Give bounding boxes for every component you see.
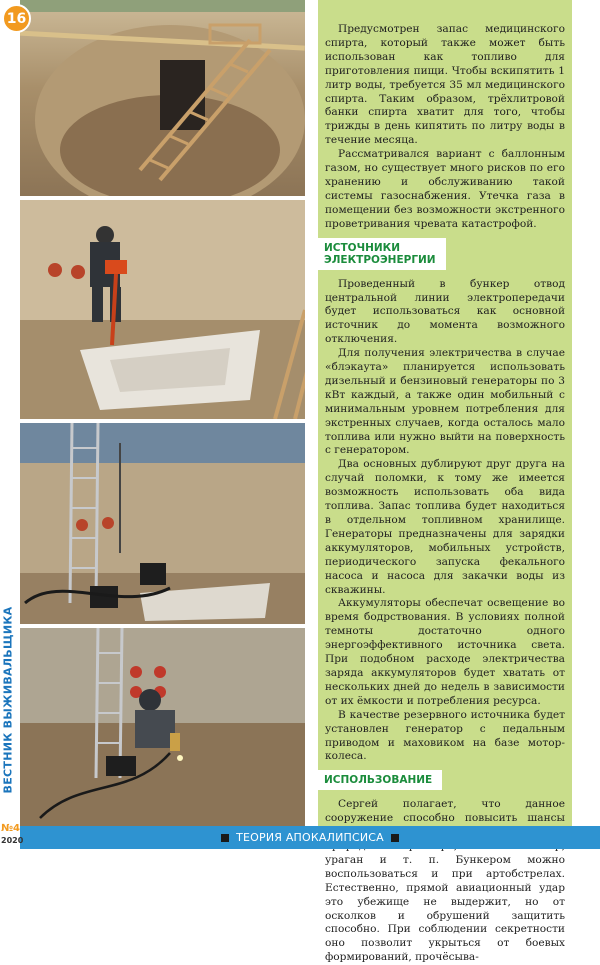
paragraph-power-2: Для получения электричества в случае «блэкаута» планируется использовать дизельный и бензиновый генераторы по 3 кВт каждый, а также один мобильный с минимальным уровнем потребления для экстренных случаев, когда осталось мало топлива или нужно выйти на поверхность с генератором. [325,347,565,457]
magazine-title-vertical [0,575,18,825]
page-number-badge [2,4,31,33]
issue-number: №4 [1,823,20,834]
photo-pit-ladder-drawing [20,0,305,196]
paragraph-power-5: В качестве резервного источника будет установлен генератор с педальным приводом и маховиком на базе мотор-колеса. [325,708,565,763]
article-body [325,23,565,965]
paragraph-usage-1: Сергей полагает, что данное сооружение способно повысить шансы ураган и т. п. Бункером можно воспользоваться и при артобстрелах. Естественно, прямой авиационный удар это убежище не выдержит, но от осколков и обрушений защитить способно. При соблюдении секретности оно позволит укрыться от боевых формирований, прочёсыва- [325,798,565,964]
photo-worker-drill-drawing [20,200,305,419]
footer-section-title: ТЕОРИЯ АПОКАЛИПСИСА [236,831,384,844]
footer-square-right-icon [391,834,399,842]
heading-power-line1: ИСТОЧНИКИ [324,241,401,254]
heading-usage: ИСПОЛЬЗОВАНИЕ [318,770,442,790]
paragraph-power-1: Проведенный в бункер отвод центральной линии электропередачи будет использоваться как основной источник до момента возможного отключения. [325,277,565,346]
heading-power-sources [318,238,446,270]
issue-year: 2020 [1,836,24,845]
footer-bar [20,826,600,849]
article-column [318,0,572,964]
photo-welder-drawing [20,628,305,826]
photo-welder [20,628,305,826]
photo-worker-drill [20,200,305,419]
photo-pit-ladder [20,0,305,196]
page-number: 16 [6,10,27,27]
heading-power-line2: ЭЛЕКТРОЭНЕРГИИ [324,253,436,266]
magazine-title: ВЕСТНИК ВЫЖИВАЛЬЩИКА [1,606,15,794]
paragraph-intro-1: Предусмотрен запас медицинского спирта, который также может быть использован как топливо для приготовления пищи. Чтобы вскипятить 1 литр воды, требуется 35 мл медицинского спирта. Таким образом, трёхлитровой банки спирта хватит для того, чтобы трижды в день кипятить по литру воды в течение месяца. [325,23,565,147]
paragraph-power-4: Аккумуляторы обеспечат освещение во время бодрствования. В условиях полной темноты достаточно одного энергоэффективного источника света. При подобном расходе электричества заряда аккумуляторов будет хватать от нескольких дней до недель в зависимости от их ёмкости и потребления ресурса. [325,597,565,707]
photo-pit-equipment-drawing [20,423,305,624]
issue-info [0,822,24,849]
footer-square-left-icon [221,834,229,842]
paragraph-intro-2: Рассматривался вариант с баллонным газом, но существует много рисков по его хранению и обслуживанию такой системы газоснабжения. Утечка газа в помещении без возможности экстренного проветривания чревата катастрофой. [325,148,565,230]
photo-pit-equipment [20,423,305,624]
paragraph-power-3: Два основных дублируют друг друга на случай поломки, к тому же имеется возможность использовать оба вида топлива. Запас топлива будет находиться в отдельном топливном хранилище. Генераторы предназначены для зарядки аккумуляторов, мобильных устройств, периодического запуска фекального насоса и насоса для закачки воды из скважины. [325,458,565,596]
